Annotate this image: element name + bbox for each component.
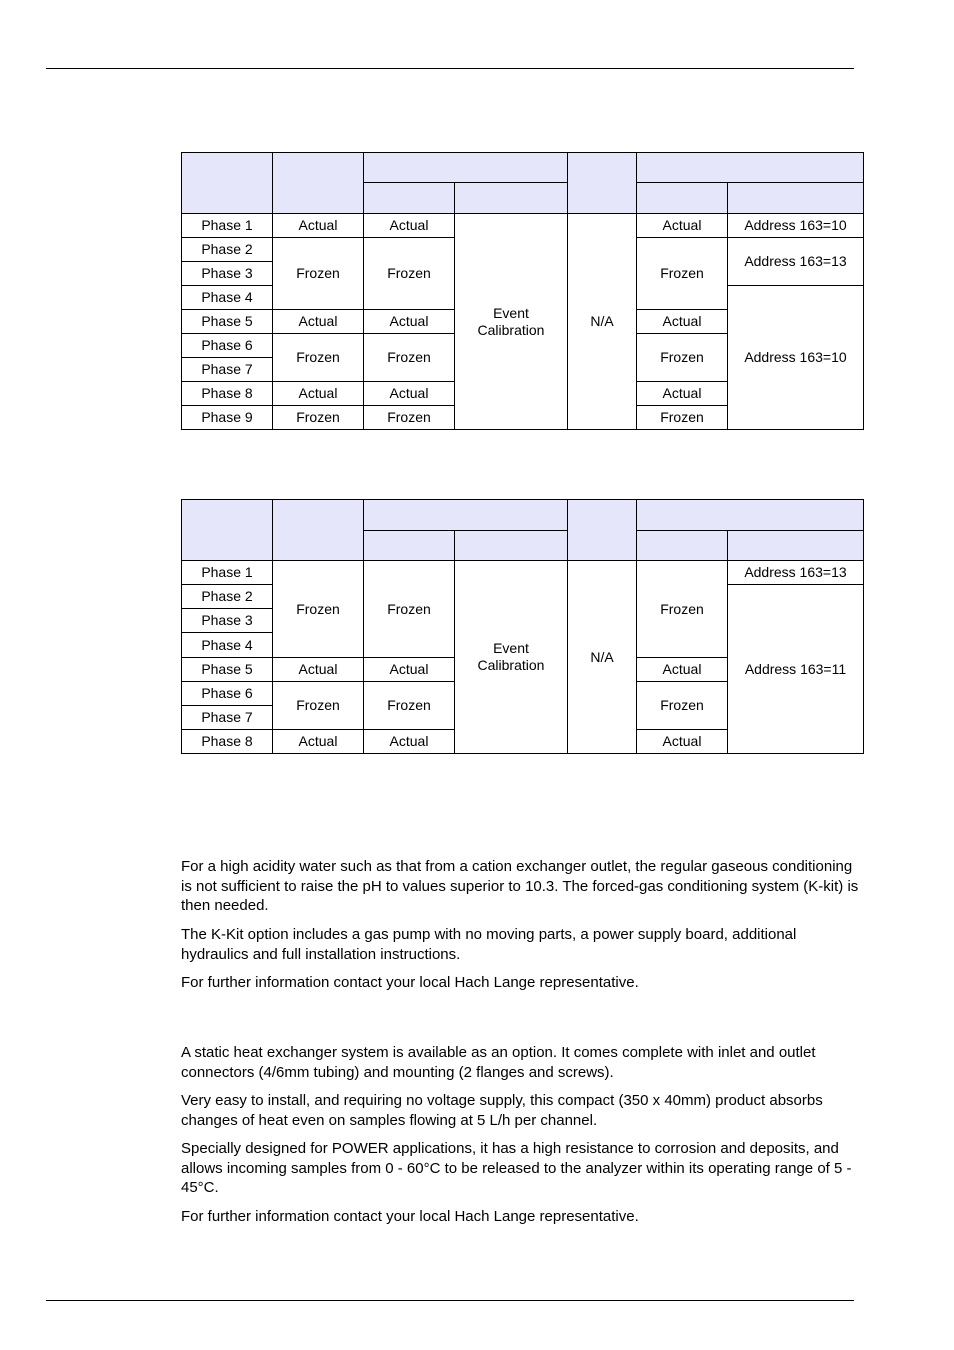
kkit-paragraph: The K-Kit option includes a gas pump with no moving parts, a power supply board, additional hydraulics and full installation instructions.	[181, 926, 797, 963]
table-cell: Actual	[272, 729, 364, 754]
phase-label: Phase 5	[181, 309, 273, 334]
kkit-paragraph: For a high acidity water such as that from a cation exchanger outlet, the regular gaseous conditioning is not sufficient to raise the pH to values superior to 10.3. The forced-gas conditioning system (K-kit) is then needed.	[181, 858, 859, 914]
phase-label: Phase 6	[181, 333, 273, 358]
phase-label: Phase 3	[181, 261, 273, 286]
phase-label: Phase 2	[181, 237, 273, 262]
address-cell: Address 163=10	[727, 213, 864, 238]
phase-label: Phase 7	[181, 705, 273, 730]
table-cell: Actual	[363, 309, 455, 334]
table-cell: Actual	[636, 309, 728, 334]
table-cell: Frozen	[272, 681, 364, 730]
table-cell: Frozen	[272, 405, 364, 430]
address-cell: Address 163=13	[727, 560, 864, 585]
phase-label: Phase 8	[181, 729, 273, 754]
table-cell: Frozen	[636, 333, 728, 382]
table-cell: Frozen	[363, 237, 455, 310]
table-header-cell	[363, 530, 455, 561]
phase-label: Phase 3	[181, 608, 273, 633]
table-cell: Actual	[636, 657, 728, 682]
cell-text-line: Calibration	[477, 657, 545, 673]
heat-exchanger-paragraph: Very easy to install, and requiring no voltage supply, this compact (350 x 40mm) product absorbs changes of heat even on samples flowing at 5 L/h per channel.	[181, 1092, 823, 1129]
table-cell: Frozen	[636, 237, 728, 310]
phase-label: Phase 1	[181, 213, 273, 238]
table-header-cell	[636, 499, 864, 531]
table-cell: Actual	[636, 729, 728, 754]
na-cell: N/A	[567, 560, 637, 754]
table-cell: Frozen	[272, 333, 364, 382]
table-cell: Actual	[363, 657, 455, 682]
table-cell: Frozen	[363, 333, 455, 382]
table-cell: Frozen	[272, 560, 364, 658]
table-cell: Actual	[272, 309, 364, 334]
table-cell: Frozen	[363, 681, 455, 730]
phase-label: Phase 4	[181, 285, 273, 310]
cell-text-line: Calibration	[477, 321, 545, 338]
table-cell: Frozen	[636, 405, 728, 430]
table-cell: Frozen	[636, 560, 728, 658]
table-cell: Actual	[363, 381, 455, 406]
address-cell: Address 163=13	[727, 237, 864, 286]
event-calibration-cell	[454, 560, 568, 754]
address-cell: Address 163=11	[727, 584, 864, 754]
heat-exchanger-paragraph: For further information contact your local Hach Lange representative.	[181, 1208, 639, 1225]
table-cell: Actual	[272, 213, 364, 238]
kkit-paragraph: For further information contact your local Hach Lange representative.	[181, 974, 639, 991]
table-cell: Actual	[363, 729, 455, 754]
heat-exchanger-paragraph: Specially designed for POWER applications, it has a high resistance to corrosion and deposits, and allows incoming samples from 0 - 60°C to be released to the analyzer within its operating range of 5 - 45°C.	[181, 1140, 852, 1196]
phase-label: Phase 7	[181, 357, 273, 382]
table-cell: Frozen	[636, 681, 728, 730]
address-cell: Address 163=10	[727, 285, 864, 430]
footer-rule	[46, 1300, 854, 1301]
phase-label: Phase 1	[181, 560, 273, 585]
table-cell: Frozen	[363, 560, 455, 658]
table-cell: Actual	[272, 381, 364, 406]
table-header-cell	[636, 530, 728, 561]
table-cell: Frozen	[272, 237, 364, 310]
na-cell: N/A	[567, 213, 637, 430]
table-cell: Frozen	[363, 405, 455, 430]
table-header-cell	[181, 499, 273, 561]
phase-label: Phase 8	[181, 381, 273, 406]
phase-label: Phase 9	[181, 405, 273, 430]
table-header-cell	[727, 530, 864, 561]
table-cell: Actual	[272, 657, 364, 682]
table-header-cell	[454, 530, 568, 561]
table-header-cell	[363, 499, 568, 531]
phase-label: Phase 2	[181, 584, 273, 609]
table-cell: Actual	[636, 213, 728, 238]
table-cell: Actual	[636, 381, 728, 406]
phase-label: Phase 5	[181, 657, 273, 682]
heat-exchanger-paragraph: A static heat exchanger system is available as an option. It comes complete with inlet and outlet connectors (4/6mm tubing) and mounting (2 flanges and screws).	[181, 1044, 816, 1081]
cell-text-line: Event	[493, 304, 529, 321]
cell-text-line: Event	[493, 640, 529, 656]
table-header-cell	[272, 499, 364, 561]
phase-label: Phase 4	[181, 632, 273, 658]
table-cell: Actual	[363, 213, 455, 238]
phase-label: Phase 6	[181, 681, 273, 706]
table-header-cell	[567, 499, 637, 561]
